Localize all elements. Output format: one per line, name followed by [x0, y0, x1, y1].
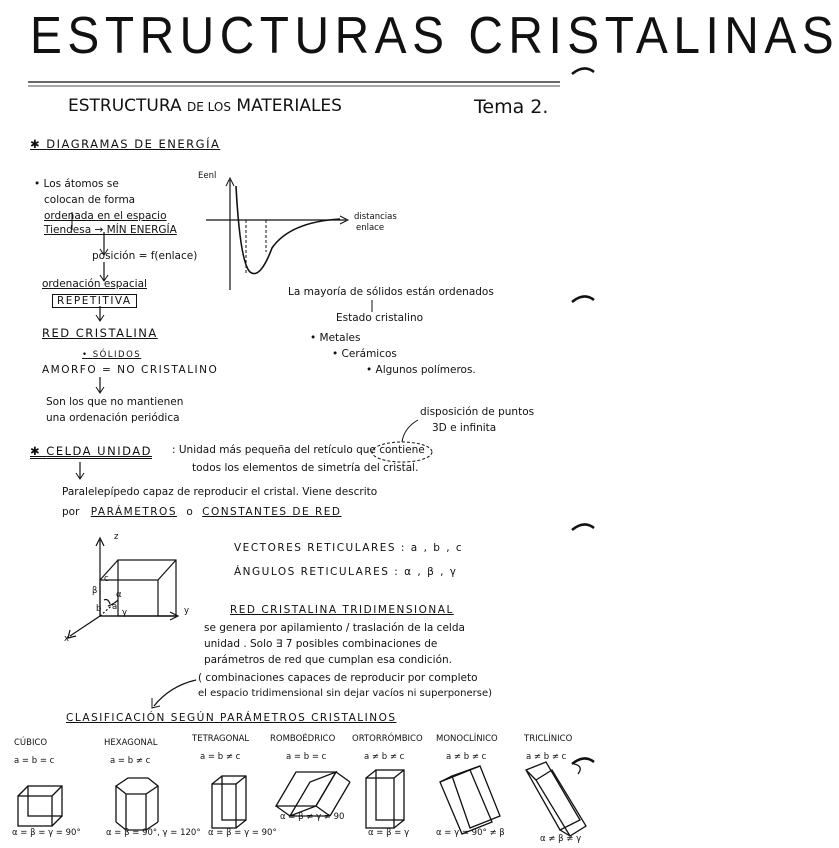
angle-beta-label: β [92, 586, 98, 596]
energy-x-axis-label-2: enlace [356, 223, 385, 233]
bullet-line-4: Tiendesa → MÍN ENERGÍA [44, 224, 177, 236]
posicion-line: posición = f(enlace) [92, 250, 198, 262]
vectores-line: VECTORES RETICULARES : a , b , c [234, 542, 464, 554]
amorfo-label: AMORFO = NO CRISTALINO [42, 364, 219, 376]
list-polimeros: • Algunos polímeros. [366, 364, 476, 376]
system-name-tetragonal: TETRAGONAL [192, 734, 250, 744]
red-3d-line-5: el espacio tridimensional sin dejar vacíos ni superponerse) [198, 688, 493, 699]
axis-z-label: z [114, 532, 119, 542]
red-cristalina-label: RED CRISTALINA [42, 326, 158, 340]
red-3d-line-1: se genera por apilamiento / traslación de la celda [204, 622, 465, 634]
solidos-label: • SÓLIDOS [82, 350, 142, 360]
system-ang-ortorrombico: α = β = γ [368, 828, 410, 838]
system-name-romboedrico: ROMBOÉDRICO [270, 734, 336, 744]
system-len-tetragonal: a = b ≠ c [200, 752, 241, 762]
mayoria-line: La mayoría de sólidos están ordenados [288, 286, 494, 298]
axis-b-label: b [96, 604, 102, 614]
red-3d-line-4: ( combinaciones capaces de reproducir por completo [198, 672, 478, 684]
tema-label: Tema 2. [474, 96, 549, 118]
angulos-line: ÁNGULOS RETICULARES : α , β , γ [234, 566, 458, 578]
list-metales: • Metales [310, 332, 361, 344]
system-name-cubico: CÚBICO [14, 738, 48, 748]
son-line-1: Son los que no mantienen [46, 396, 184, 408]
system-ang-cubico: α = β = γ = 90° [12, 828, 81, 838]
system-len-monoclinico: a ≠ b ≠ c [446, 752, 487, 762]
system-ang-tetragonal: α = β = γ = 90° [208, 828, 277, 838]
list-ceramicos: • Cerámicos [332, 348, 397, 360]
system-name-ortorrombico: ORTORRÓMBICO [352, 734, 423, 744]
system-ang-triclinico: α ≠ β ≠ γ [540, 834, 582, 844]
system-len-romboedrico: a = b = c [286, 752, 327, 762]
celda-def-1: : Unidad más pequeña del retículo que contiene [172, 444, 425, 456]
system-name-monoclinico: MONOCLÍNICO [436, 734, 498, 744]
system-name-triclinico: TRICLÍNICO [524, 734, 573, 744]
disposicion-line-2: 3D e infinita [432, 422, 497, 434]
system-ang-monoclinico: α = γ = 90° ≠ β [436, 828, 505, 838]
angle-alpha-label: α [116, 590, 122, 600]
system-len-triclinico: a ≠ b ≠ c [526, 752, 567, 762]
bullet-line-1: • Los átomos se [34, 178, 119, 190]
subtitle: ESTRUCTURA DE LOS MATERIALES [68, 96, 342, 116]
axis-y-label: y [184, 606, 190, 616]
bullet-line-3: ordenada en el espacio [44, 210, 167, 222]
paralelepipedo-line: Paralelepípedo capaz de reproducir el cristal. Viene descrito [62, 486, 378, 498]
page-title: ESTRUCTURAS CRISTALINAS [30, 7, 839, 65]
system-len-ortorrombico: a ≠ b ≠ c [364, 752, 405, 762]
parametros-line: por PARÁMETROS o CONSTANTES DE RED [62, 506, 342, 518]
red-3d-label: RED CRISTALINA TRIDIMENSIONAL [230, 604, 454, 616]
energy-x-axis-label-1: distancias [354, 212, 397, 222]
section-diagramas-heading: ✱ DIAGRAMAS DE ENERGÍA [30, 137, 221, 151]
red-3d-line-3: parámetros de red que cumplan esa condición. [204, 654, 453, 666]
bullet-line-2: colocan de forma [44, 194, 136, 206]
repetitiva-box: REPETITIVA [52, 294, 137, 308]
axis-c-label: c [104, 574, 109, 584]
system-name-hexagonal: HEXAGONAL [104, 738, 158, 748]
axis-x-label: x [64, 634, 70, 644]
system-len-cubico: a = b = c [14, 756, 55, 766]
celda-unidad-heading: ✱ CELDA UNIDAD [30, 444, 152, 458]
energy-y-axis-label: Eenl [198, 171, 217, 181]
disposicion-line-1: disposición de puntos [420, 406, 535, 418]
axis-a-label: a [112, 602, 118, 612]
angle-gamma-label: γ [122, 608, 128, 618]
estado-line: Estado cristalino [336, 312, 424, 324]
celda-def-2: todos los elementos de simetría del cristal. [192, 462, 419, 474]
system-ang-romboedrico: α = β ≠ γ ≠ 90 [280, 812, 345, 822]
son-line-2: una ordenación periódica [46, 412, 180, 424]
red-3d-line-2: unidad . Solo ∃ 7 posibles combinaciones de [204, 638, 438, 650]
system-len-hexagonal: a = b ≠ c [110, 756, 151, 766]
ordenacion-line: ordenación espacial [42, 278, 147, 290]
system-ang-hexagonal: α = β = 90°, γ = 120° [106, 828, 201, 838]
clasificacion-heading: CLASIFICACIÓN SEGÚN PARÁMETROS CRISTALINOS [66, 712, 397, 724]
